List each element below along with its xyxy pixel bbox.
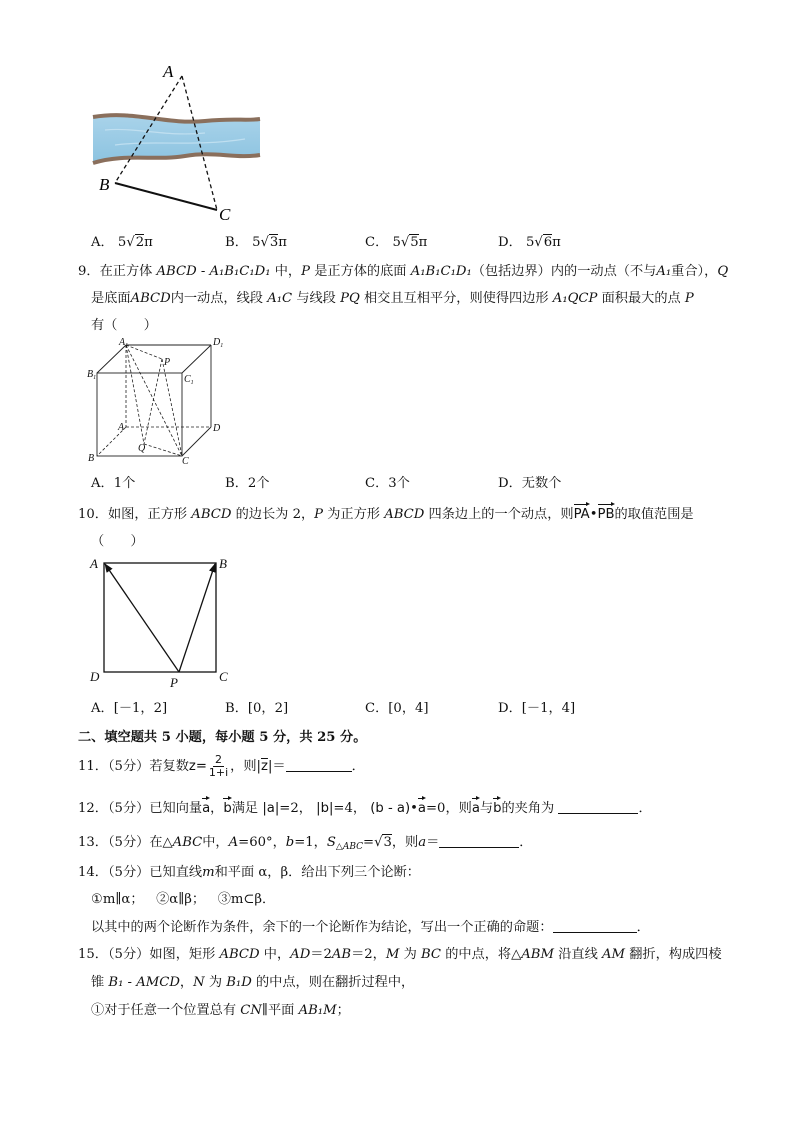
square-abcd	[104, 563, 216, 672]
q10-line1: 10．如图，正方形 ABCD 的边长为 2，P 为正方形 ABCD 四条边上的一个动点，则PA•PB的取值范围是	[78, 507, 694, 522]
q12: 12．（5分）已知向量a，b满足 |a|=2， |b|=4， (b - a)•a=0，则a与b的夹角为 ．	[78, 801, 652, 816]
q15-line1: 15．（5分）如图，矩形 ABCD 中，AD＝2AB＝2，M 为 BC 的中点，将△ABM 沿直线 AM 翻折，构成四棱	[78, 947, 722, 962]
q10-option-b: B．[0，2]	[225, 701, 289, 716]
cube-label-a: A	[118, 422, 125, 433]
sq-label-d: D	[90, 669, 100, 684]
q9-line1: 9．在正方体 ABCD - A₁B₁C₁D₁ 中，P 是正方体的底面 A₁B₁C₁D₁（包括边界）内的一动点（不与A₁重合），Q	[78, 264, 729, 279]
vector-pa	[105, 564, 179, 672]
q15-line2: 锥 B₁ - AMCD，N 为 B₁D 的中点，则在翻折过程中，	[91, 975, 415, 990]
q14-statements: ①m∥α； ②α∥β； ③m⊂β．	[91, 892, 276, 907]
q11-answer-blank[interactable]	[286, 758, 352, 772]
sq-label-p: P	[170, 675, 178, 690]
q10-line2: （ ）	[91, 534, 144, 549]
q13: 13．（5分）在△ABC中，A=60°，b=1，$S_{\triangle ABC}=√3$，则a＝ ．	[78, 835, 533, 852]
q14-answer-blank[interactable]	[553, 919, 637, 933]
cube-label-c1: $C_1$	[184, 374, 194, 386]
square-figure	[86, 553, 236, 693]
cube-label-d: D	[213, 423, 221, 434]
cube-figure	[82, 335, 232, 465]
q8-option-c: C． 5√5π	[365, 235, 428, 250]
label-c: C	[219, 205, 231, 224]
q15-statement-1: ①对于任意一个位置总有 CN∥平面 AB₁M；	[91, 1003, 350, 1018]
cube-label-a1: $A_1$	[119, 337, 129, 349]
label-b: B	[99, 175, 110, 194]
q9-line3: 有（ ）	[91, 318, 157, 333]
q8-option-b: B． 5√3π	[225, 235, 287, 250]
cube-label-c: C	[182, 456, 189, 465]
cube-label-q: Q	[138, 443, 146, 454]
q9-option-a: A．1个	[91, 476, 136, 491]
q14-line1: 14．（5分）已知直线m和平面 α，β．给出下列三个论断：	[78, 865, 420, 880]
cube-label-b1: $B_1$	[87, 369, 97, 381]
section-2-heading: 二、填空题共 5 小题，每小题 5 分，共 25 分。	[78, 730, 367, 745]
q9-option-d: D．无数个	[498, 476, 562, 491]
q10-option-d: D．[－1，4]	[498, 701, 576, 716]
cube-label-d1: $D_1$	[213, 337, 224, 349]
q9-option-b: B．2个	[225, 476, 270, 491]
q10-option-a: A．[－1，2]	[91, 701, 168, 716]
q9-line2: 是底面ABCD内一动点，线段 A₁C 与线段 PQ 相交且互相平分，则使得四边形 A₁QCP 面积最大的点 P	[91, 291, 694, 306]
q13-answer-blank[interactable]	[439, 834, 519, 848]
cube-label-p: P	[164, 357, 171, 368]
q9-option-c: C．3个	[365, 476, 410, 491]
river-triangle-figure	[85, 55, 285, 230]
cube-label-b: B	[88, 453, 95, 464]
q10-option-c: C．[0，4]	[365, 701, 429, 716]
q14-line3: 以其中的两个论断作为条件，余下的一个论断作为结论，写出一个正确的命题： ．	[91, 920, 650, 935]
sq-label-b: B	[219, 556, 227, 571]
sq-label-c: C	[219, 669, 228, 684]
label-a: A	[163, 62, 174, 81]
q11-fraction: $\frac{2}{1+i}$	[208, 753, 229, 779]
q8-option-a: A． 5√2π	[91, 235, 153, 250]
q11: 11．（5分）若复数z= $\frac{2}{1+i}$ ，则$|\overline{z}|=$ ．	[78, 753, 365, 779]
vector-pb	[179, 564, 215, 672]
line-bc	[115, 183, 217, 210]
sq-label-a: A	[90, 556, 98, 571]
q12-answer-blank[interactable]	[558, 800, 638, 814]
q8-option-d: D． 5√6π	[498, 235, 561, 250]
